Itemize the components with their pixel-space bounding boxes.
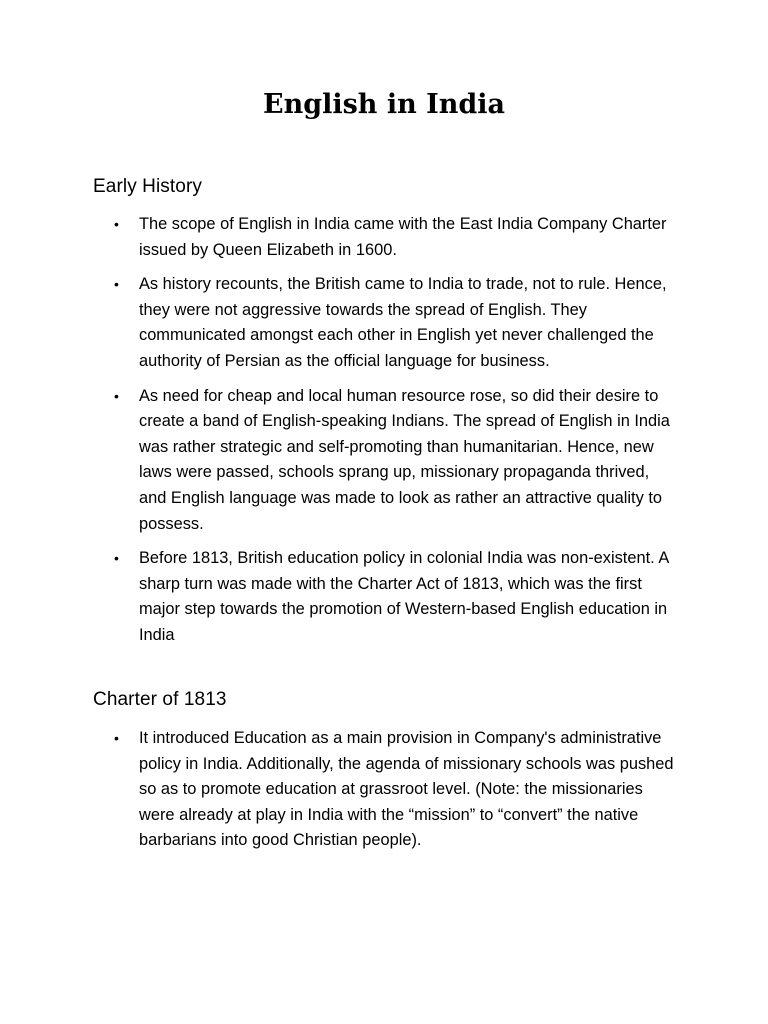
list-item <box>0 384 768 538</box>
list-item <box>0 212 768 263</box>
bullet-icon: • <box>114 276 119 293</box>
bullet-icon: • <box>114 550 119 567</box>
bullet-list-charter-of-1813 <box>0 726 768 863</box>
list-item <box>0 726 768 854</box>
bullet-icon: • <box>114 216 119 232</box>
page-title: English in India <box>262 89 505 120</box>
bullet-text: Before 1813, British education policy in colonial India was non-existent. A sharp turn was made with the Charter Act of 1813, which was the first major step towards the promotion of Western-based English education in India <box>139 549 669 644</box>
bullet-text: As history recounts, the British came to India to trade, not to rule. Hence, they were not aggressive towards the spread of English. They communicated amongst each other in English yet never challenged the authority of Persian as the official language for business. <box>139 275 667 370</box>
bullet-text: It introduced Education as a main provision in Company's administrative policy in India. Additionally, the agenda of missionary schools was pushed so as to promote education at grassroot level. (Note: the missionaries were already at play in India with the “mission” to “convert” the native barbarians into good Christian people). <box>139 729 674 850</box>
section-heading-early-history: Early History <box>93 176 202 197</box>
list-item <box>0 546 768 648</box>
bullet-icon: • <box>114 730 119 746</box>
list-item <box>0 272 768 374</box>
bullet-list-early-history <box>0 212 768 658</box>
bullet-text: As need for cheap and local human resource rose, so did their desire to create a band of English-speaking Indians. The spread of English in India was rather strategic and self-promoting than humanitarian. Hence, new laws were passed, schools sprang up, missionary propaganda thrived, and English language was made to look as rather an attractive quality to possess. <box>139 386 670 533</box>
bullet-icon: • <box>114 387 119 404</box>
bullet-text: The scope of English in India came with the East India Company Charter issued by Queen Elizabeth in 1600. <box>139 215 667 259</box>
section-heading-charter-of-1813: Charter of 1813 <box>93 689 227 710</box>
